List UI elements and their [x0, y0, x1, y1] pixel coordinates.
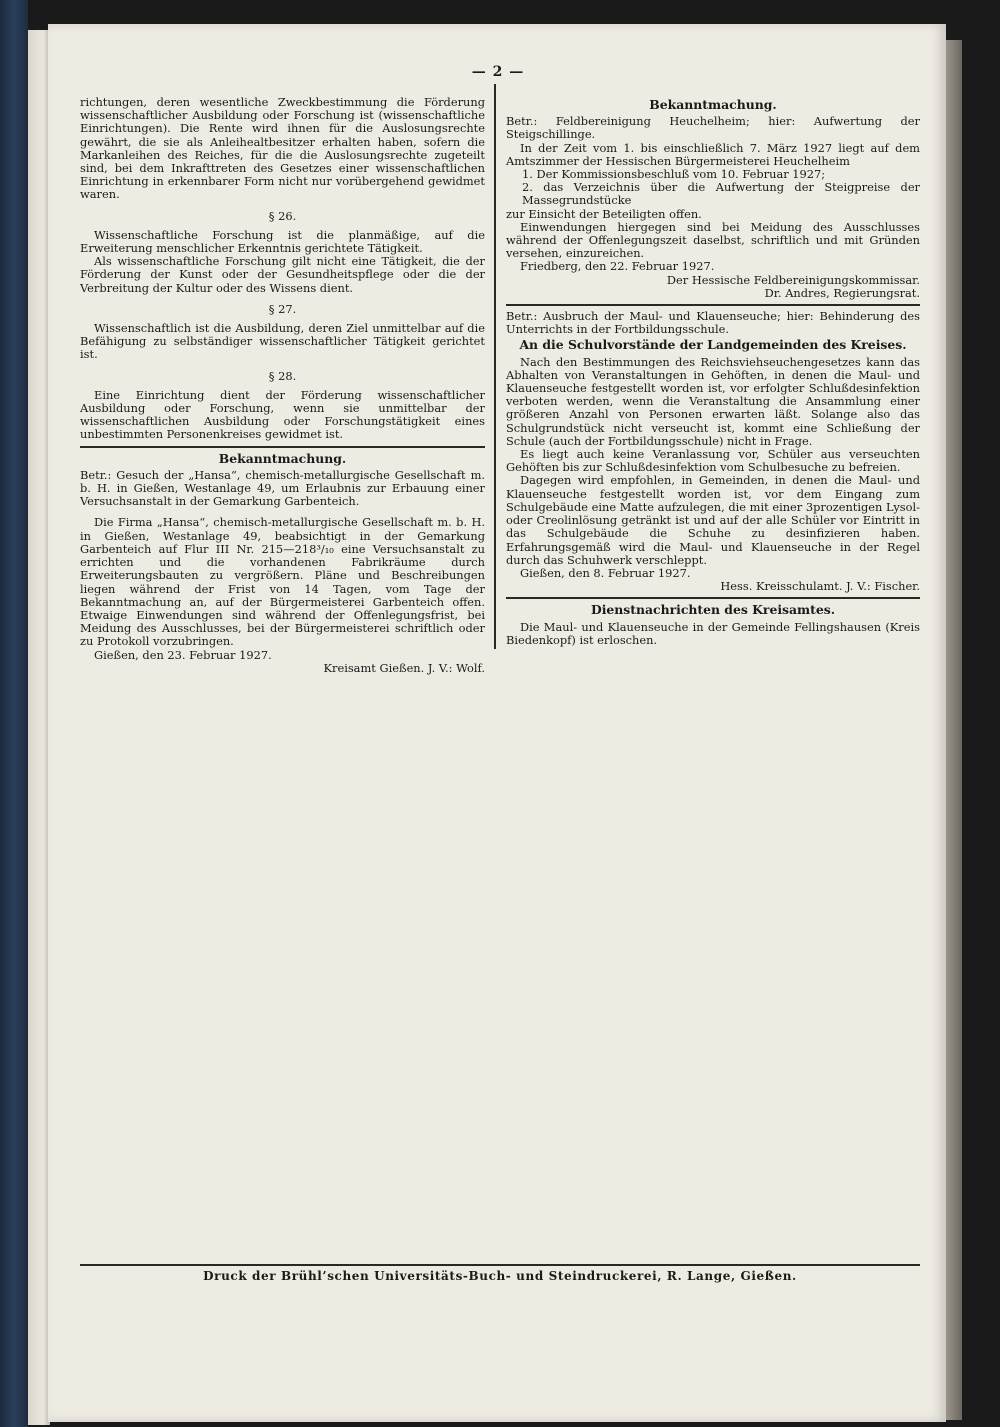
paragraph: Einwendungen hiergegen sind bei Meidung des Ausschlusses während der Offenlegungszeit daselbst, schriftlich und mit Gründen versehen, einzureichen. [506, 219, 920, 261]
divider [506, 304, 920, 306]
left-column [80, 96, 485, 675]
notice-heading: Bekanntmachung. [218, 450, 347, 466]
notice-heading: Dienstnachrichten des Kreisamtes. [590, 602, 836, 618]
notice-subject: Betr.: Feldbereinigung Heuchelheim; hier: Aufwertung der Steigschillinge. [506, 114, 920, 142]
notice-signature: Kreisamt Gießen. J. V.: Wolf. [323, 660, 485, 675]
footer-rule [80, 1264, 920, 1266]
notice-signature: Hess. Kreisschulamt. J. V.: Fischer. [720, 579, 920, 594]
document-page [48, 24, 946, 1422]
paragraph: Als wissenschaftliche Forschung gilt nicht eine Tätigkeit, die der Förderung der Kunst oder der Gesundheitspflege oder die der Verbreitung der Kultur oder des Wissens dient. [80, 254, 485, 295]
paragraph: zur Einsicht der Beteiligten offen. [506, 206, 702, 221]
page-number: — 2 — [471, 64, 525, 80]
list-item: 1. Der Kommissionsbeschluß vom 10. Februar 1927; [522, 167, 826, 182]
printer-imprint: Druck der Brühl’schen Universitäts-Buch- und Steindruckerei, R. Lange, Gießen. [203, 1269, 797, 1283]
list-item: 2. das Verzeichnis über die Aufwertung der Steigpreise der Massegrundstücke [522, 180, 920, 208]
notice-heading: Bekanntmachung. [649, 97, 777, 112]
notice-date: Friedberg, den 22. Februar 1927. [520, 259, 715, 274]
right-column [506, 96, 920, 647]
notice-date: Gießen, den 8. Februar 1927. [520, 565, 691, 580]
notice-heading: An die Schulvorstände der Landgemeinden des Kreises. [519, 337, 907, 353]
paragraph: Es liegt auch keine Veranlassung vor, Schüler aus verseuchten Gehöften bis zur Schlußdesinfektion vom Schulbesuche zu befreien. [506, 447, 920, 475]
paragraph: Wissenschaftliche Forschung ist die planmäßige, auf die Erweiterung menschlicher Erkenntnis gerichtete Tätigkeit. [80, 227, 485, 256]
divider [80, 446, 485, 448]
notice-subject: Betr.: Gesuch der „Hansa“, chemisch-metallurgische Gesellschaft m. b. H. in Gießen, Westanlage 49, um Erlaubnis zur Erbauung einer Versuchsanstalt in der Gemarkung Garbenteich. [80, 467, 485, 509]
paragraph: Die Firma „Hansa“, chemisch-metallurgische Gesellschaft m. b. H. in Gießen, Westanlage 49, beabsichtigt in der Gemarkung Garbenteich auf Flur III Nr. 215—218³/₁₀ eine Versuchsanstalt zu errichten und die vorhandenen Fabrikräume durch Erweiterungsbauten zu vergrößern. Pläne und Beschreibungen liegen während der Frist von 14 Tagen, vom Tage der Bekanntmachung an, auf der Bürgermeisterei Garbenteich offen. Etwaige Einwendungen sind während der Offenlegungsfrist, bei Meidung des Ausschlusses, bei der Bürgermeisterei schriftlich oder zu Protokoll vorzubringen. [80, 515, 485, 649]
column-divider [494, 84, 496, 649]
section-title: § 26. [268, 208, 297, 223]
divider [506, 597, 920, 599]
notice-date: Gießen, den 23. Februar 1927. [94, 647, 272, 662]
page-stack-edge [946, 40, 962, 1420]
paragraph: Nach den Bestimmungen des Reichsviehseuchengesetzes kann das Abhalten von Veranstaltungen in Gehöften, in denen die Maul- und Klauenseuche festgestellt worden ist, vor erfolgter Schlußdesinfektion verboten werden, wenn die Veranstaltung die Ansammlung einer größeren Anzahl von Personen erwarten läßt. Solange also das Schulgrundstück nicht verseucht ist, kommt eine Schließung der Schule (auch der Fortbildungsschule) nicht in Frage. [506, 354, 920, 448]
paragraph: In der Zeit vom 1. bis einschließlich 7. März 1927 liegt auf dem Amtszimmer der Hessischen Bürgermeisterei Heuchelheim [506, 140, 920, 168]
notice-signature: Dr. Andres, Regierungsrat. [764, 285, 920, 300]
paragraph: Wissenschaftlich ist die Ausbildung, deren Ziel unmittelbar auf die Befähigung zu selbständiger wissenschaftlicher Tätigkeit gerichtet ist. [80, 321, 485, 362]
paragraph: Dagegen wird empfohlen, in Gemeinden, in denen die Maul- und Klauenseuche festgestellt worden ist, vor dem Eingang zum Schulgebäude eine Matte aufzulegen, die mit einer 3prozentigen Lysol- oder Creolinlösung getränkt ist und auf der alle Schüler vor Eintritt in das Schulgebäude die Schuhe zu desinfizieren haben. Erfahrungsgemäß wird die Maul- und Klauenseuche in der Regel durch das Schuhwerk verschleppt. [506, 473, 920, 567]
section-title: § 28. [268, 368, 297, 383]
book-binding [0, 0, 28, 1427]
previous-page-edge [28, 30, 50, 1425]
paragraph: Eine Einrichtung dient der Förderung wissenschaftlicher Ausbildung oder Forschung, wenn sie unmittelbar der wissenschaftlichen Ausbildung oder Forschungstätigkeit eines unbestimmten Personenkreises gewidmet ist. [80, 387, 485, 442]
notice-signature: Der Hessische Feldbereinigungskommissar. [666, 272, 920, 287]
paragraph: Die Maul- und Klauenseuche in der Gemeinde Fellingshausen (Kreis Biedenkopf) ist erloschen. [506, 619, 920, 647]
section-title: § 27. [268, 301, 297, 316]
notice-subject: Betr.: Ausbruch der Maul- und Klauenseuche; hier: Behinderung des Unterrichts in der Fortbildungsschule. [506, 309, 920, 337]
paragraph: richtungen, deren wesentliche Zweckbestimmung die Förderung wissenschaftlicher Ausbildung oder Forschung ist (wissenschaftliche Einrichtungen). Die Rente wird ihnen für die Auslosungsrechte gewährt, die sie als Anleihealtbesitzer erhalten haben, sofern die Markanleihen des Reiches, für die die Auslosungsrechte zugeteilt sind, bei dem Inkrafttreten des Gesetzes einer wissenschaftlichen Einrichtung in erkennbarer Form nicht nur vorübergehend gewidmet waren. [80, 95, 485, 202]
